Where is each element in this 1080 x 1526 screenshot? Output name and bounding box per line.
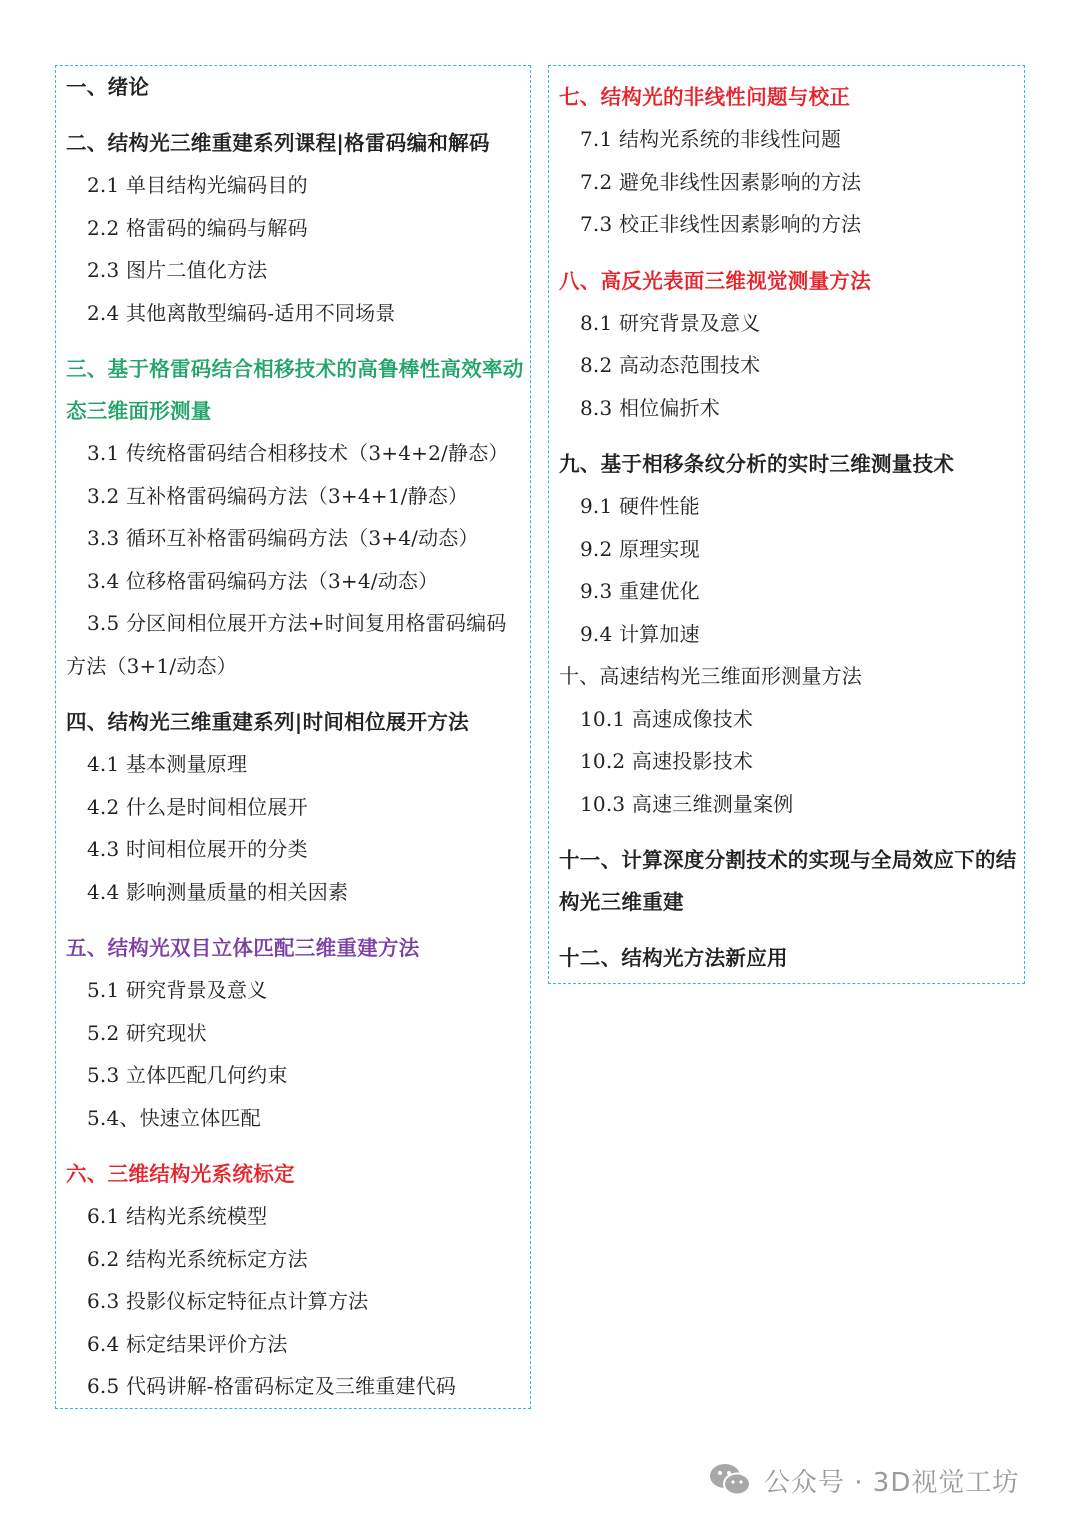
toc-left-column	[55, 65, 531, 1409]
toc-item-3-2: 3.2 互补格雷码编码方法（3+4+1/静态）	[87, 483, 469, 508]
toc-item-6-2: 6.2 结构光系统标定方法	[87, 1246, 308, 1271]
toc-item-5-4: 5.4、快速立体匹配	[87, 1105, 261, 1130]
toc-item-9-1: 9.1 硬件性能	[580, 494, 700, 518]
toc-item-3-4: 3.4 位移格雷码编码方法（3+4/动态）	[87, 568, 439, 593]
toc-heading-4: 四、结构光三维重建系列|时间相位展开方法	[66, 710, 469, 734]
toc-item-4-2: 4.2 什么是时间相位展开	[87, 794, 308, 819]
toc-heading-2: 二、结构光三维重建系列课程|格雷码编和解码	[66, 131, 490, 155]
toc-item-6-4: 6.4 标定结果评价方法	[87, 1331, 288, 1356]
toc-item-2-1: 2.1 单目结构光编码目的	[87, 173, 308, 197]
toc-item-10-2: 10.2 高速投影技术	[580, 749, 754, 773]
toc-item-3-1: 3.1 传统格雷码结合相移技术（3+4+2/静态）	[87, 441, 509, 465]
watermark-text: 公众号 · 3D视觉工坊	[764, 1467, 1020, 1498]
toc-item-5-2: 5.2 研究现状	[87, 1020, 207, 1045]
toc-item-9-2: 9.2 原理实现	[580, 536, 700, 561]
toc-item-3-3: 3.3 循环互补格雷码编码方法（3+4/动态）	[87, 526, 479, 550]
toc-item-3-5: 3.5 分区间相位展开方法+时间复用格雷码编码方法（3+1/动态）	[66, 611, 507, 678]
toc-item-7-2: 7.2 避免非线性因素影响的方法	[580, 169, 862, 194]
toc-item-2-4: 2.4 其他离散型编码-适用不同场景	[87, 300, 396, 325]
toc-heading-3: 三、基于格雷码结合相移技术的高鲁棒性高效率动态三维面形测量	[66, 357, 524, 423]
toc-heading-7: 七、结构光的非线性问题与校正	[559, 85, 851, 109]
toc-item-2-2: 2.2 格雷码的编码与解码	[87, 215, 308, 240]
toc-item-9-3: 9.3 重建优化	[580, 579, 700, 603]
toc-item-7-3: 7.3 校正非线性因素影响的方法	[580, 212, 862, 236]
watermark	[708, 1458, 1019, 1502]
toc-item-5-1: 5.1 研究背景及意义	[87, 978, 268, 1002]
toc-item-10-1: 10.1 高速成像技术	[580, 706, 754, 731]
toc-item-6-3: 6.3 投影仪标定特征点计算方法	[87, 1289, 369, 1313]
toc-item-8-1: 8.1 研究背景及意义	[580, 310, 761, 335]
toc-item-8-2: 8.2 高动态范围技术	[580, 353, 761, 377]
toc-heading-1: 一、绪论	[66, 75, 150, 99]
toc-item-7-1: 7.1 结构光系统的非线性问题	[580, 127, 842, 151]
toc-item-8-3: 8.3 相位偏折术	[580, 395, 720, 420]
toc-heading-9: 九、基于相移条纹分析的实时三维测量技术	[559, 452, 955, 476]
toc-item-10-3: 10.3 高速三维测量案例	[580, 791, 794, 816]
toc-right-column	[548, 65, 1025, 984]
wechat-icon	[708, 1462, 752, 1498]
toc-heading-6: 六、三维结构光系统标定	[66, 1162, 295, 1186]
toc-item-5-3: 5.3 立体匹配几何约束	[87, 1063, 288, 1087]
toc-item-9-4: 9.4 计算加速	[580, 621, 700, 646]
toc-heading-10: 十、高速结构光三维面形测量方法	[559, 664, 862, 688]
toc-item-4-4: 4.4 影响测量质量的相关因素	[87, 879, 349, 904]
toc-item-4-3: 4.3 时间相位展开的分类	[87, 837, 308, 861]
toc-heading-8: 八、高反光表面三维视觉测量方法	[559, 268, 871, 293]
toc-item-2-3: 2.3 图片二值化方法	[87, 258, 268, 282]
toc-heading-5: 五、结构光双目立体匹配三维重建方法	[66, 936, 420, 960]
toc-item-6-1: 6.1 结构光系统模型	[87, 1204, 268, 1228]
toc-item-4-1: 4.1 基本测量原理	[87, 752, 248, 776]
toc-item-6-5: 6.5 代码讲解-格雷码标定及三维重建代码	[87, 1374, 457, 1398]
toc-heading-12: 十二、结构光方法新应用	[559, 946, 788, 970]
toc-heading-11: 十一、计算深度分割技术的实现与全局效应下的结构光三维重建	[559, 848, 1017, 914]
